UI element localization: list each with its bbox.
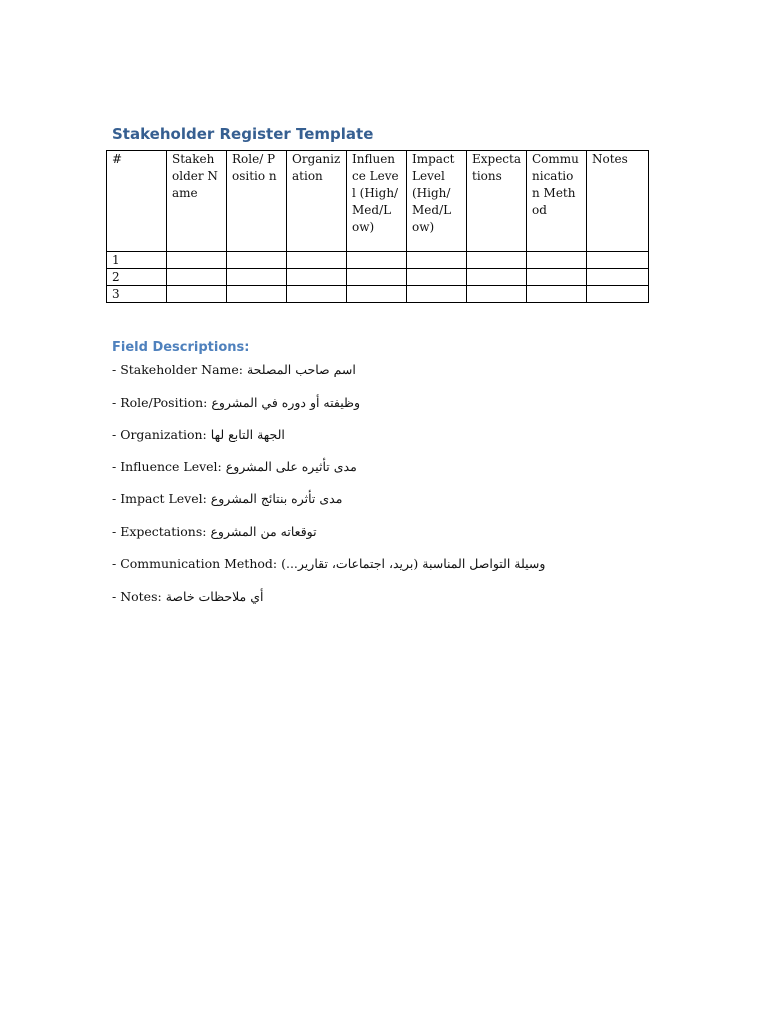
header-notes: Notes [587, 151, 649, 252]
table-cell [407, 252, 467, 269]
table-cell [347, 286, 407, 303]
description-value: وظيفته أو دوره في المشروع [211, 395, 360, 410]
table-cell [287, 286, 347, 303]
table-cell [227, 269, 287, 286]
description-value: أي ملاحظات خاصة [165, 589, 264, 604]
description-influence-level [112, 459, 357, 474]
table-row [107, 269, 649, 286]
description-organization [112, 427, 285, 442]
description-expectations [112, 524, 317, 539]
description-communication-method [112, 556, 545, 571]
table-cell [527, 252, 587, 269]
header-expectations: Expecta tions [467, 151, 527, 252]
description-label: - Organization: [112, 427, 207, 442]
description-impact-level [112, 491, 342, 506]
table-cell [167, 286, 227, 303]
header-number: # [107, 151, 167, 252]
header-influence-level: Influen ce Level (High/ Med/L ow) [347, 151, 407, 252]
table-header-row [107, 151, 649, 252]
table-cell [467, 286, 527, 303]
table-cell [467, 252, 527, 269]
stakeholder-register-table [106, 150, 649, 303]
table-cell [287, 252, 347, 269]
header-impact-level: Impact Level (High/ Med/L ow) [407, 151, 467, 252]
description-role-position [112, 395, 360, 410]
table-cell [347, 252, 407, 269]
description-label: - Influence Level: [112, 459, 222, 474]
table-cell [407, 269, 467, 286]
table-cell [167, 269, 227, 286]
table-row [107, 286, 649, 303]
description-notes [112, 589, 263, 604]
field-descriptions-heading: Field Descriptions: [112, 340, 250, 355]
table-cell [587, 269, 649, 286]
description-label: - Notes: [112, 589, 162, 604]
table-cell [407, 286, 467, 303]
table-row [107, 252, 649, 269]
table-cell [227, 286, 287, 303]
description-value: الجهة التابع لها [210, 427, 285, 442]
table-cell [527, 286, 587, 303]
row-number-cell: 3 [107, 286, 167, 303]
description-stakeholder-name [112, 362, 356, 377]
description-label: - Communication Method: [112, 556, 278, 571]
table-cell [347, 269, 407, 286]
description-value: اسم صاحب المصلحة [246, 362, 356, 377]
description-label: - Stakeholder Name: [112, 362, 243, 377]
table-cell [467, 269, 527, 286]
header-stakeholder-name: Stakeh older Name [167, 151, 227, 252]
description-value: مدى تأثره بنتائج المشروع [210, 491, 343, 506]
row-number-cell: 2 [107, 269, 167, 286]
table-cell [287, 269, 347, 286]
table-cell [587, 252, 649, 269]
table-cell [587, 286, 649, 303]
header-communication-method: Commu nicatio n Method [527, 151, 587, 252]
description-label: - Role/Position: [112, 395, 208, 410]
row-number-cell: 1 [107, 252, 167, 269]
description-value: توقعاته من المشروع [210, 524, 317, 539]
header-organization: Organiz ation [287, 151, 347, 252]
document-title: Stakeholder Register Template [112, 125, 374, 143]
description-label: - Expectations: [112, 524, 207, 539]
table-cell [527, 269, 587, 286]
header-role-position: Role/ Positio n [227, 151, 287, 252]
description-value: وسيلة التواصل المناسبة (بريد، اجتماعات، تقارير...) [281, 556, 546, 571]
description-value: مدى تأثيره على المشروع [225, 459, 357, 474]
table-cell [227, 252, 287, 269]
description-label: - Impact Level: [112, 491, 207, 506]
table-cell [167, 252, 227, 269]
